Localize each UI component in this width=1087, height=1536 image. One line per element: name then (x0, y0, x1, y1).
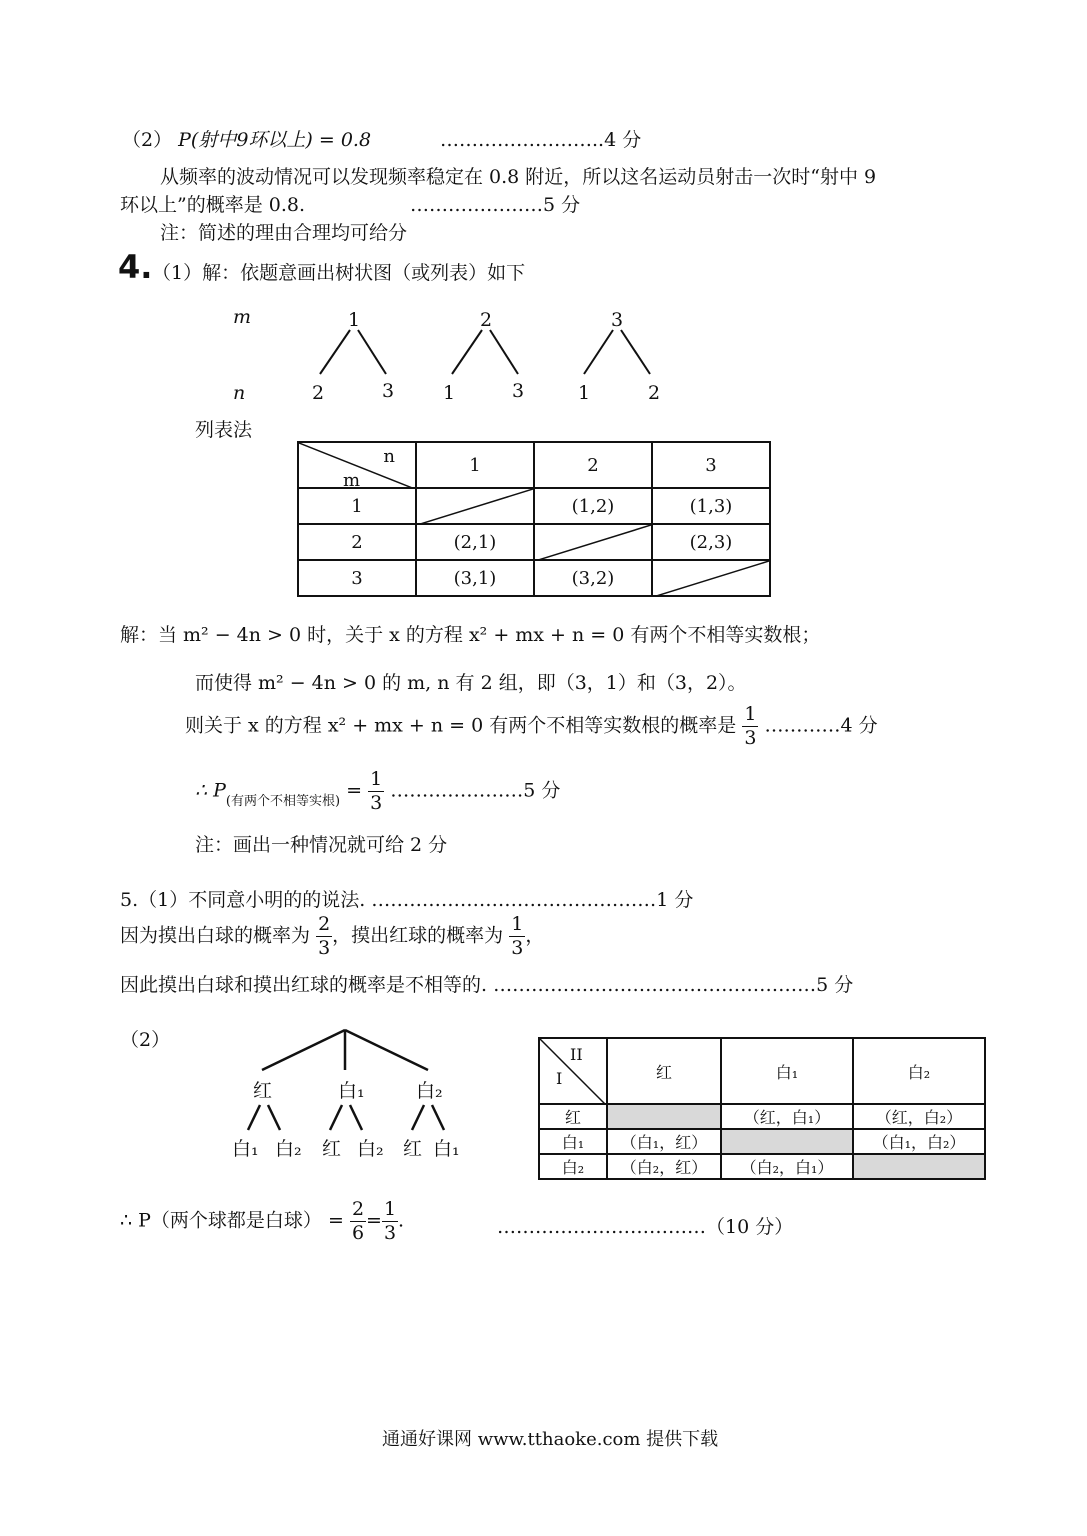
frac-numerator: 2 (318, 913, 331, 935)
tree-branch (320, 330, 350, 374)
tree-branch (490, 330, 518, 374)
q3-explain-score: …………………5 分 (410, 194, 581, 216)
tree-branch (330, 1105, 342, 1130)
col-header: 3 (652, 442, 770, 488)
frac-denominator: 3 (318, 937, 331, 959)
q4-intro: （1）解：依题意画出树状图（或列表）如下 (152, 262, 526, 284)
q5-tree-leaf: 白₂ (357, 1138, 384, 1160)
q4-tree-m-label: m (233, 306, 252, 328)
q5-tree-leaf: 红 (322, 1138, 342, 1160)
table-cell: （白₁，红） (607, 1129, 721, 1154)
q4-tree-diagram (0, 0, 1087, 420)
table-cell: （红，白₁） (721, 1104, 853, 1129)
q4-table-label: 列表法 (195, 419, 253, 441)
q5-result-score: ……………………………（10 分） (497, 1216, 794, 1238)
tree-leaf: 2 (648, 382, 661, 404)
therefore-score: …………………5 分 (390, 779, 561, 802)
table-cell-empty (652, 560, 770, 596)
frac-numerator: 1 (383, 1198, 397, 1220)
q5-result-line: ∴ P（两个球都是白球） = $\frac{2}{6}$ = $\frac{1}{3}$ . (120, 1198, 405, 1244)
col-header: 1 (416, 442, 534, 488)
q5-tree-leaf: 白₂ (275, 1138, 302, 1160)
table-cell: （红，白₂） (853, 1104, 985, 1129)
q4-note: 注：画出一种情况就可给 2 分 (195, 834, 448, 856)
tree-top: 3 (611, 309, 624, 331)
table-corner (539, 1038, 607, 1104)
row-header: 白₁ (539, 1129, 607, 1154)
tree-leaf: 1 (578, 382, 591, 404)
table-cell: （白₂，红） (607, 1154, 721, 1179)
row-header: 红 (539, 1104, 607, 1129)
table-cell: (1,2) (534, 488, 652, 524)
q4-tree-branches (320, 330, 650, 374)
q4-number: 4. (118, 248, 153, 286)
q3-explain-line1: 从频率的波动情况可以发现频率稳定在 0.8 附近，所以这名运动员射击一次时“射中 9 (160, 166, 877, 188)
table-cell: (2,3) (652, 524, 770, 560)
frac-denominator: 3 (744, 727, 757, 749)
white-prob-fraction (316, 915, 332, 958)
q5-line2-b: ，摸出红球的概率为 (332, 924, 504, 947)
q3-p2-formula: P(射中9环以上) = 0.8 (178, 129, 372, 151)
q5-tree-top: 白₂ (416, 1080, 443, 1102)
col-header: 白₁ (721, 1038, 853, 1104)
therefore-fraction (368, 770, 384, 813)
q5-line2-c: ， (525, 924, 545, 947)
q5-line2-a: 因为摸出白球的概率为 (120, 924, 311, 947)
q5-tree-leaf: 红 (403, 1138, 423, 1160)
table-cell: （白₁，白₂） (853, 1129, 985, 1154)
q4-therefore-line (195, 770, 560, 813)
corner-bottom-label: m (343, 470, 361, 491)
result-fraction-2 (382, 1200, 398, 1243)
tree-branch (268, 1105, 280, 1130)
q5-tree-top: 白₁ (338, 1080, 365, 1102)
table-cell: (2,1) (416, 524, 534, 560)
result-fraction-1 (350, 1200, 366, 1243)
q3-p2-label: （2） (122, 129, 173, 151)
tree-leaf: 1 (443, 382, 456, 404)
frac-numerator: 2 (351, 1198, 365, 1220)
q5-outcome-table (538, 1037, 986, 1180)
tree-branch (262, 1030, 345, 1070)
frac-numerator: 1 (744, 703, 757, 725)
tree-top: 1 (348, 309, 361, 331)
therefore-subscript: (有两个不相等实根) (225, 793, 341, 809)
corner-bottom-label: I (556, 1069, 563, 1088)
row-header: 2 (298, 524, 416, 560)
frac-denominator: 3 (511, 937, 524, 959)
therefore-eq: = (346, 779, 363, 802)
tree-branch (452, 330, 482, 374)
table-corner (298, 442, 416, 491)
tree-leaf: 3 (382, 380, 395, 402)
tree-top: 2 (480, 309, 493, 331)
col-header: 白₂ (853, 1038, 985, 1104)
row-header: 3 (298, 560, 416, 596)
row-header: 白₂ (539, 1154, 607, 1179)
q5-tree-top: 红 (253, 1080, 273, 1102)
frac-numerator: 1 (511, 913, 524, 935)
q4-sol-line1: 解：当 m² − 4n > 0 时，关于 x 的方程 x² + mx + n = 0 有两个不相等实数根； (120, 624, 821, 646)
col-header: 红 (607, 1038, 721, 1104)
row-header: 1 (298, 488, 416, 524)
table-cell: （白₂，白₁） (721, 1154, 853, 1179)
q3-p2-score: ……………………..4 分 (440, 129, 642, 151)
tree-branch (412, 1105, 424, 1130)
q4-probability-fraction (742, 705, 758, 748)
q5-tree-leaf: 白₁ (433, 1138, 460, 1160)
frac-denominator: 6 (351, 1222, 365, 1244)
table-cell: (1,3) (652, 488, 770, 524)
q5-line2 (120, 915, 544, 958)
red-prob-fraction (509, 915, 525, 958)
tree-branch (248, 1105, 260, 1130)
tree-branch (584, 330, 613, 374)
table-cell-empty (416, 488, 534, 524)
page-footer: 通通好课网 www.tthaoke.com 提供下载 (382, 1429, 719, 1450)
table-cell: (3,1) (416, 560, 534, 596)
tree-leaf: 2 (312, 382, 325, 404)
frac-numerator: 1 (370, 768, 383, 790)
table-cell-empty (534, 524, 652, 560)
frac-denominator: 3 (383, 1222, 397, 1244)
q5-tree-leaf: 白₁ (232, 1138, 259, 1160)
corner-top-label: II (570, 1045, 583, 1064)
q5-line3: 因此摸出白球和摸出红球的概率是不相等的. ……………………………………………5 分 (120, 974, 854, 996)
q4-sol-line3-text: 则关于 x 的方程 x² + mx + n = 0 有两个不相等实数根的概率是 (185, 714, 737, 737)
tree-leaf: 3 (512, 380, 525, 402)
tree-branch (358, 330, 386, 374)
tree-branch (345, 1030, 428, 1070)
q3-note: 注：简述的理由合理均可给分 (160, 222, 408, 244)
therefore-p: ∴ P (195, 779, 226, 802)
table-cell: (3,2) (534, 560, 652, 596)
q4-sol-line2: 而使得 m² − 4n > 0 的 m, n 有 2 组，即（3，1）和（3，2）。 (195, 672, 747, 694)
corner-top-label: n (383, 446, 395, 467)
table-cell-shaded (853, 1154, 985, 1179)
table-cell-shaded (607, 1104, 721, 1129)
q4-outcome-table (297, 441, 771, 597)
q4-tree-n-label: n (233, 382, 246, 404)
q3-explain-line2: 环以上”的概率是 0.8. (120, 194, 306, 216)
col-header: 2 (534, 442, 652, 488)
tree-branch (432, 1105, 444, 1130)
q5-p2-label: （2） (120, 1029, 171, 1051)
q5-line1: 5.（1）不同意小明的的说法. ………………………………………1 分 (120, 889, 694, 911)
frac-denominator: 3 (370, 792, 383, 814)
q4-sol-line3 (185, 705, 878, 748)
tree-branch (350, 1105, 362, 1130)
table-cell-shaded (721, 1129, 853, 1154)
q4-sol-line3-score: …………4 分 (764, 714, 878, 737)
tree-branch (621, 330, 650, 374)
q5-result-pre: ∴ P（两个球都是白球） (120, 1209, 322, 1232)
